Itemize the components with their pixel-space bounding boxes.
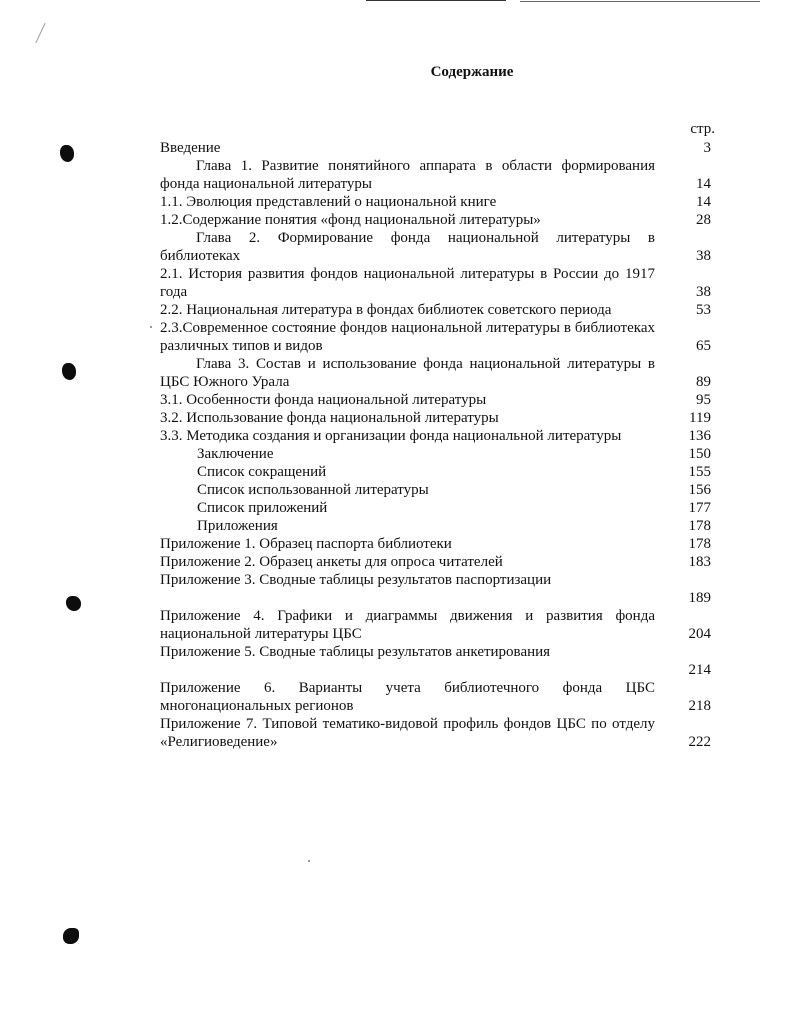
toc-entry-page: 177 bbox=[688, 500, 711, 516]
toc-entry-text: Заключение bbox=[197, 446, 274, 462]
toc-entry-text: Приложение 3. Сводные таблицы результатов паспортизации bbox=[160, 572, 552, 588]
toc-entry bbox=[160, 211, 715, 229]
scan-speck bbox=[150, 326, 152, 328]
toc-entry bbox=[160, 301, 715, 319]
toc-entry bbox=[160, 355, 715, 391]
toc-entry bbox=[160, 571, 715, 606]
toc-entry-page: 178 bbox=[688, 536, 711, 552]
toc-entry bbox=[160, 607, 715, 643]
toc-entry-text: Приложение 1. Образец паспорта библиотеки bbox=[160, 536, 452, 552]
toc-entry bbox=[160, 409, 715, 427]
toc-entry-page: 183 bbox=[688, 554, 711, 570]
toc-entry-page: 95 bbox=[696, 392, 711, 408]
toc-entry-page: 222 bbox=[688, 734, 711, 750]
toc-entry-text: Приложения bbox=[197, 518, 278, 534]
toc-header bbox=[160, 121, 715, 139]
toc-entry-text: Глава 3. Состав и использование фонда национальной литературы в ЦБС Южного Урала bbox=[160, 356, 655, 390]
toc-entry-text: Приложение 2. Образец анкеты для опроса читателей bbox=[160, 554, 503, 570]
toc-entry-page: 14 bbox=[696, 194, 711, 210]
toc-entry-page: 53 bbox=[696, 302, 711, 318]
toc-entry-page: 178 bbox=[688, 518, 711, 534]
toc-entry-page: 189 bbox=[688, 590, 711, 606]
toc-entry bbox=[160, 139, 715, 157]
scan-scratch bbox=[35, 23, 45, 43]
toc-entry bbox=[160, 319, 715, 355]
toc-entry-text: 3.2. Использование фонда национальной литературы bbox=[160, 410, 499, 426]
toc-entry-text: Приложение 7. Типовой тематико-видовой профиль фондов ЦБС по отделу «Религиоведение» bbox=[160, 716, 655, 750]
toc-entry-text: 2.1. История развития фондов национальной литературы в России до 1917 года bbox=[160, 266, 655, 300]
toc-entry bbox=[160, 463, 715, 481]
scan-edge-line bbox=[520, 1, 760, 2]
toc-entry-page: 214 bbox=[688, 662, 711, 678]
toc-entry bbox=[160, 553, 715, 571]
page-column-header: стр. bbox=[690, 121, 715, 137]
toc-entry-text: 1.2.Содержание понятия «фонд национальной литературы» bbox=[160, 212, 541, 228]
toc-entry-text: 1.1. Эволюция представлений о национальной книге bbox=[160, 194, 497, 210]
toc-entry bbox=[160, 445, 715, 463]
toc-entry-text: Приложение 6. Варианты учета библиотечного фонда ЦБС многонациональных регионов bbox=[160, 680, 655, 714]
toc-entry-text: Приложение 4. Графики и диаграммы движения и развития фонда национальной литературы ЦБС bbox=[160, 608, 655, 642]
toc-entry bbox=[160, 391, 715, 409]
toc-entry-text: 2.2. Национальная литература в фондах библиотек советского периода bbox=[160, 302, 612, 318]
toc-entry-page: 65 bbox=[696, 338, 711, 354]
toc-entry bbox=[160, 427, 715, 445]
table-of-contents bbox=[160, 121, 715, 751]
toc-entry-text: 3.1. Особенности фонда национальной литературы bbox=[160, 392, 487, 408]
toc-entry-page: 38 bbox=[696, 248, 711, 264]
toc-entry-text: Список использованной литературы bbox=[197, 482, 429, 498]
toc-entry-page: 14 bbox=[696, 176, 711, 192]
toc-entry-text: 2.3.Современное состояние фондов национальной литературы в библиотеках различных типов и видов bbox=[160, 320, 655, 354]
toc-entry bbox=[160, 517, 715, 535]
toc-entry-text: 3.3. Методика создания и организации фонда национальной литературы bbox=[160, 428, 622, 444]
toc-entry-page: 218 bbox=[688, 698, 711, 714]
toc-entry-text: Список приложений bbox=[197, 500, 328, 516]
toc-entry bbox=[160, 499, 715, 517]
toc-entry-page: 136 bbox=[688, 428, 711, 444]
toc-entry-page: 89 bbox=[696, 374, 711, 390]
toc-entry bbox=[160, 679, 715, 715]
toc-entry-page: 155 bbox=[688, 464, 711, 480]
toc-entry bbox=[160, 193, 715, 211]
scan-speck bbox=[308, 860, 310, 862]
toc-entry bbox=[160, 535, 715, 553]
scan-edge-line bbox=[366, 0, 506, 1]
toc-entry bbox=[160, 643, 715, 678]
toc-entry-page: 28 bbox=[696, 212, 711, 228]
toc-entry-page: 38 bbox=[696, 284, 711, 300]
toc-entry-page: 150 bbox=[688, 446, 711, 462]
toc-entry-page: 156 bbox=[688, 482, 711, 498]
toc-entry-page: 119 bbox=[689, 410, 711, 426]
toc-entry-text: Глава 1. Развитие понятийного аппарата в области формирования фонда национальной литературы bbox=[160, 158, 655, 192]
toc-entry-page: 3 bbox=[703, 140, 711, 156]
punch-hole-mark bbox=[60, 145, 74, 162]
toc-entry-text: Список сокращений bbox=[197, 464, 327, 480]
toc-entry-text: Приложение 5. Сводные таблицы результатов анкетирования bbox=[160, 644, 551, 660]
page-title: Содержание bbox=[430, 64, 514, 80]
toc-entry-text: Глава 2. Формирование фонда национальной литературы в библиотеках bbox=[160, 230, 655, 264]
punch-hole-mark bbox=[63, 928, 79, 944]
toc-entry bbox=[160, 715, 715, 751]
toc-entry bbox=[160, 157, 715, 193]
toc-entry bbox=[160, 229, 715, 265]
toc-entry-text: Введение bbox=[160, 140, 221, 156]
punch-hole-mark bbox=[66, 596, 81, 611]
punch-hole-mark bbox=[62, 363, 76, 380]
toc-entry-page: 204 bbox=[688, 626, 711, 642]
toc-entry bbox=[160, 265, 715, 301]
toc-entry bbox=[160, 481, 715, 499]
